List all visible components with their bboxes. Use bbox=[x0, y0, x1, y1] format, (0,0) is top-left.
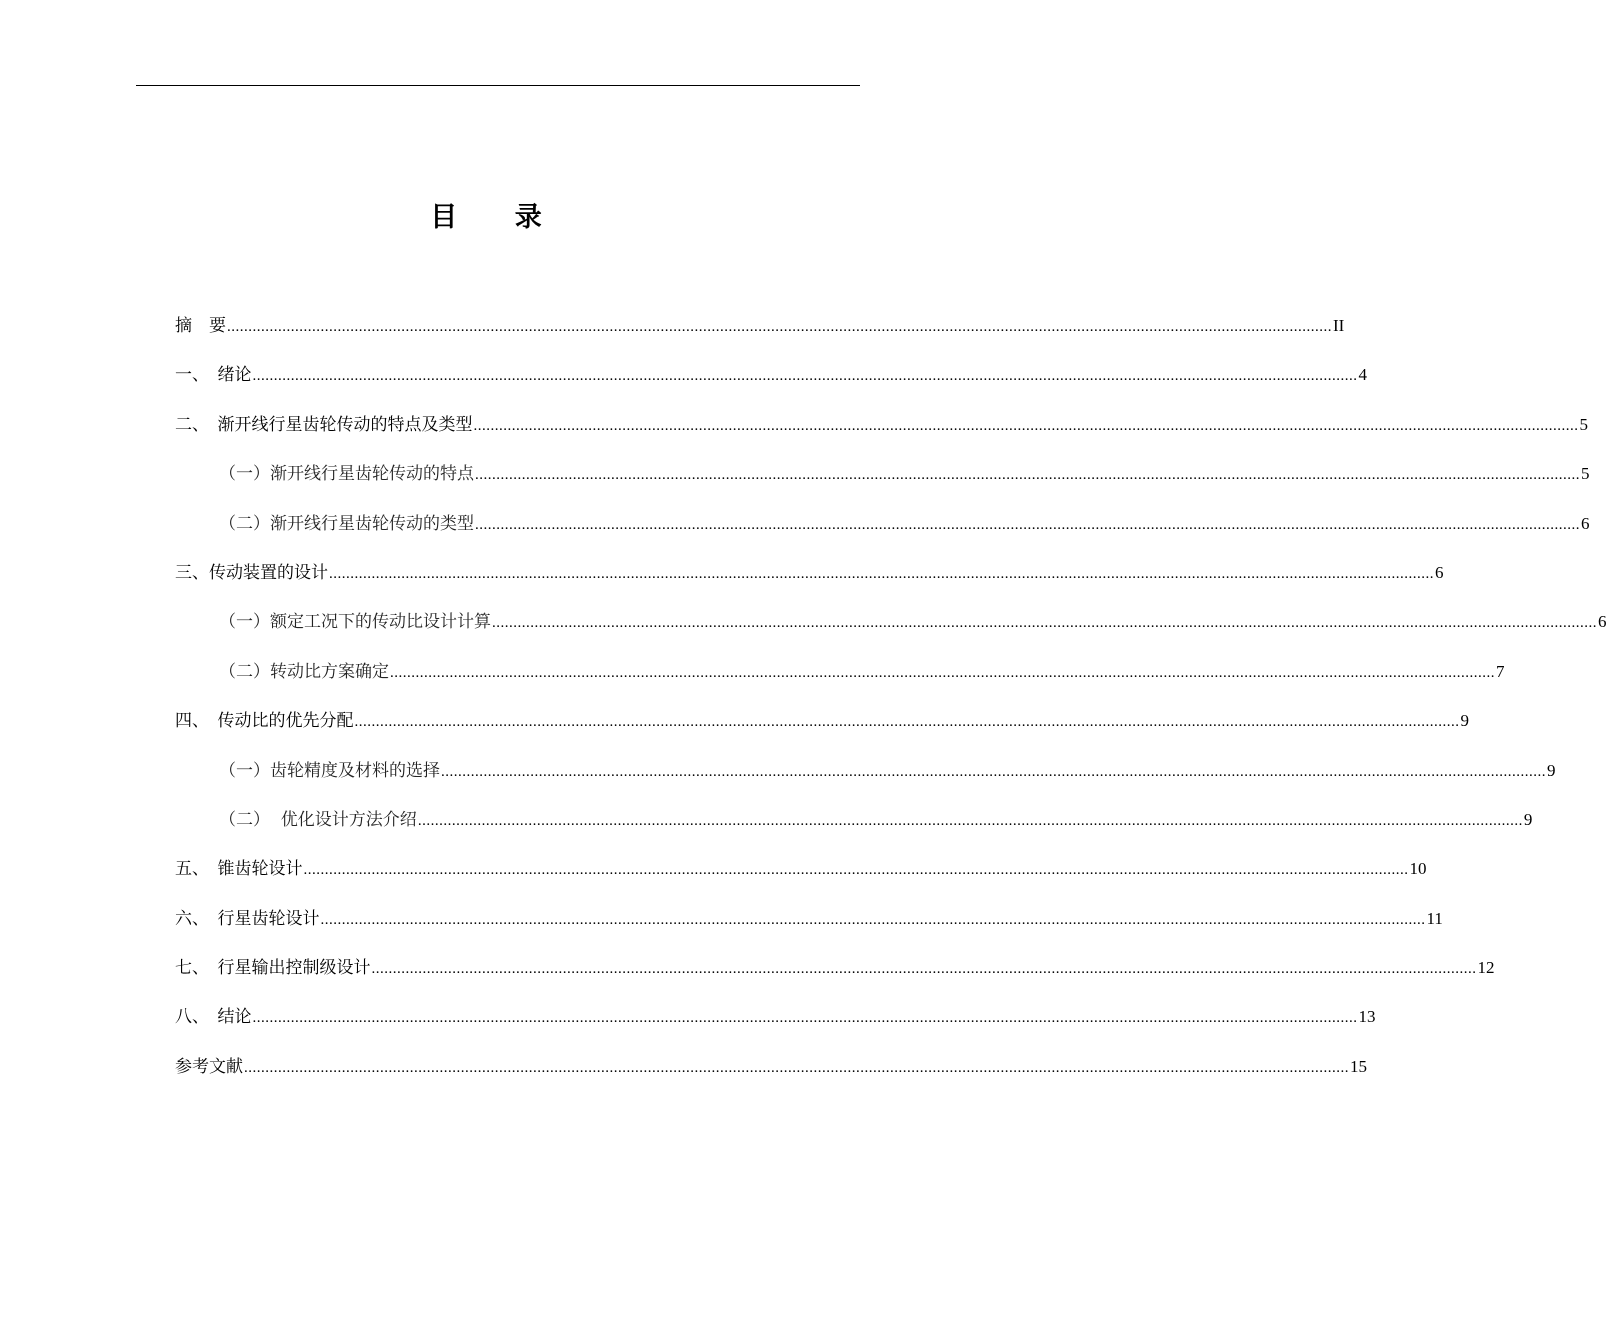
toc-entry[interactable] bbox=[175, 1051, 1367, 1100]
toc-entry-label: （二） 优化设计方法介绍 bbox=[219, 809, 417, 830]
toc-entry-page: 6 bbox=[1435, 562, 1444, 582]
toc-entry-label: （二）转动比方案确定 bbox=[219, 661, 389, 682]
toc-leader-dots: .................................................................................................................................................................................................................................................................... bbox=[252, 368, 1358, 385]
toc-leader-dots: .................................................................................................................................................................................................................................................................... bbox=[417, 812, 1523, 829]
toc-leader-dots: .................................................................................................................................................................................................................................................................... bbox=[492, 615, 1597, 632]
toc-leader-dots: .................................................................................................................................................................................................................................................................... bbox=[227, 319, 1332, 335]
toc-entry-page: 9 bbox=[1460, 711, 1469, 731]
toc-entry-label: （一）额定工况下的传动比设计计算 bbox=[219, 612, 491, 633]
toc-entry-label: 五、 锥齿轮设计 bbox=[175, 859, 303, 880]
toc-leader-dots: .................................................................................................................................................................................................................................................................... bbox=[473, 417, 1579, 434]
toc-entry-label: 六、 行星齿轮设计 bbox=[175, 908, 320, 929]
toc-leader-dots: .................................................................................................................................................................................................................................................................... bbox=[303, 862, 1409, 879]
toc-entry-label: 一、 绪论 bbox=[175, 365, 252, 386]
toc-entry-page: 15 bbox=[1350, 1056, 1367, 1076]
toc-entry-page: 4 bbox=[1358, 365, 1367, 385]
toc-subentry[interactable] bbox=[175, 755, 1556, 804]
toc-leader-dots: .................................................................................................................................................................................................................................................................... bbox=[329, 565, 1434, 582]
toc-subentry[interactable] bbox=[175, 656, 1505, 705]
toc-entry-page: 6 bbox=[1581, 513, 1590, 533]
toc-entry-page: II bbox=[1333, 316, 1345, 335]
toc-subentry[interactable] bbox=[175, 606, 1607, 655]
toc-leader-dots: .................................................................................................................................................................................................................................................................... bbox=[390, 664, 1495, 681]
toc-entry-label: 参考文献 bbox=[175, 1056, 243, 1077]
toc-entry-label: （一）渐开线行星齿轮传动的特点 bbox=[219, 464, 474, 485]
toc-entry[interactable] bbox=[175, 409, 1588, 458]
toc-entry-label: 摘 要 bbox=[175, 316, 226, 336]
toc-leader-dots: .................................................................................................................................................................................................................................................................... bbox=[320, 911, 1426, 928]
toc-entry-label: （二）渐开线行星齿轮传动的类型 bbox=[219, 513, 474, 534]
toc-leader-dots: .................................................................................................................................................................................................................................................................... bbox=[244, 1059, 1349, 1076]
page-title: 目 录 bbox=[430, 202, 566, 233]
toc-leader-dots: .................................................................................................................................................................................................................................................................... bbox=[441, 763, 1546, 780]
toc-entry[interactable] bbox=[175, 853, 1427, 902]
toc-leader-dots: .................................................................................................................................................................................................................................................................... bbox=[475, 467, 1580, 484]
toc-entry-label: 二、 渐开线行星齿轮传动的特点及类型 bbox=[175, 414, 473, 435]
toc-entry[interactable] bbox=[175, 1001, 1376, 1050]
toc-entry-label: 七、 行星输出控制级设计 bbox=[175, 958, 371, 979]
toc-subentry[interactable] bbox=[175, 804, 1533, 853]
toc-subentry[interactable] bbox=[175, 508, 1590, 557]
toc-leader-dots: .................................................................................................................................................................................................................................................................... bbox=[371, 961, 1477, 978]
toc-entry-page: 5 bbox=[1581, 464, 1590, 484]
toc-entry[interactable] bbox=[175, 359, 1367, 408]
toc-entry-label: 四、 传动比的优先分配 bbox=[175, 711, 354, 732]
toc-entry-page: 9 bbox=[1547, 760, 1556, 780]
toc-entry[interactable] bbox=[175, 903, 1443, 952]
toc-entry[interactable] bbox=[175, 310, 1345, 359]
toc-entry-page: 13 bbox=[1358, 1007, 1376, 1027]
toc-entry-page: 12 bbox=[1477, 958, 1495, 978]
toc-subentry[interactable] bbox=[175, 458, 1590, 507]
toc-entry-page: 10 bbox=[1409, 859, 1427, 879]
header-rule bbox=[136, 85, 860, 86]
toc-entry-page: 11 bbox=[1426, 908, 1443, 928]
toc-entry-label: （一）齿轮精度及材料的选择 bbox=[219, 760, 440, 781]
toc-entry-label: 三、传动装置的设计 bbox=[175, 562, 328, 583]
toc-entry-label: 八、 结论 bbox=[175, 1007, 252, 1028]
toc-leader-dots: .................................................................................................................................................................................................................................................................... bbox=[252, 1010, 1358, 1027]
toc-leader-dots: .................................................................................................................................................................................................................................................................... bbox=[475, 516, 1580, 533]
toc-entry-page: 5 bbox=[1579, 414, 1588, 434]
toc-leader-dots: .................................................................................................................................................................................................................................................................... bbox=[354, 714, 1460, 731]
table-of-contents bbox=[175, 310, 1607, 1100]
toc-entry[interactable] bbox=[175, 705, 1469, 754]
toc-entry[interactable] bbox=[175, 952, 1495, 1001]
toc-entry[interactable] bbox=[175, 557, 1444, 606]
toc-entry-page: 6 bbox=[1598, 612, 1607, 632]
toc-entry-page: 7 bbox=[1496, 661, 1505, 681]
toc-entry-page: 9 bbox=[1523, 809, 1533, 829]
